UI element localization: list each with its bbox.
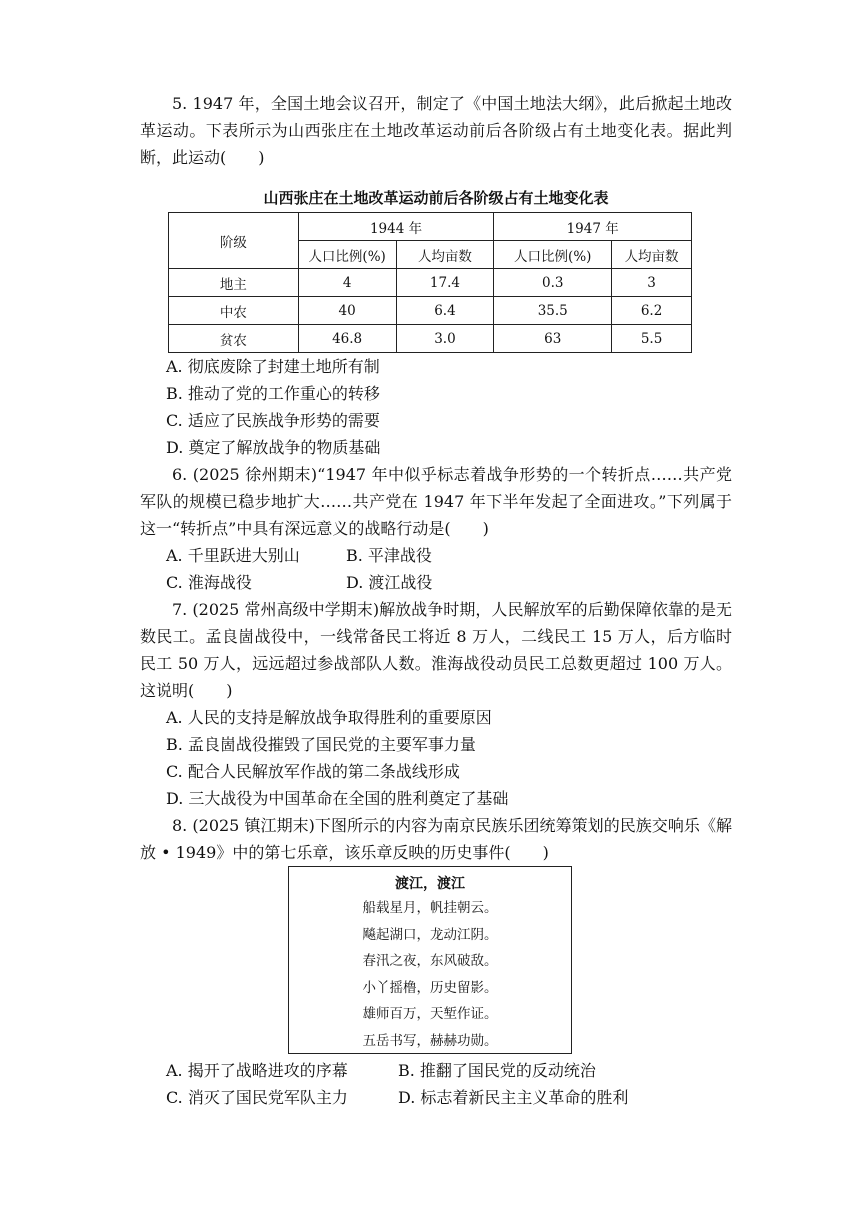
table-cell: 40: [298, 297, 396, 325]
table-row: [169, 297, 692, 325]
table-cell: 3.0: [396, 325, 494, 353]
poem-line: 五岳书写，赫赫功勋。: [362, 1032, 498, 1049]
question-7-stem: 7. (2025 常州高级中学期末)解放战争时期，人民解放军的后勤保障依靠的是无数民工。孟良崮战役中，一线常备民工将近 8 万人，二线民工 15 万人，后方临时民工 50 万人，远远超过参战部队人数。淮海战役动员民工总数更超过 100 万人。这说明( ): [140, 600, 732, 700]
header-class: 阶级: [169, 213, 299, 269]
poem-line: 雄师百万，天堑作证。: [362, 1006, 498, 1022]
q7-option-b[interactable]: B. 孟良崮战役摧毁了国民党的主要军事力量: [166, 735, 476, 754]
poem-line: 船载星月，帆挂朝云。: [362, 900, 498, 916]
table-cell: 46.8: [298, 325, 396, 353]
table-title: 山西张庄在土地改革运动前后各阶级占有土地变化表: [263, 189, 609, 207]
q5-option-a[interactable]: A. 彻底废除了封建土地所有制: [166, 357, 380, 376]
q6-option-b[interactable]: B. 平津战役: [346, 546, 432, 565]
q8-option-d[interactable]: D. 标志着新民主主义革命的胜利: [398, 1088, 629, 1107]
q5-option-b[interactable]: B. 推动了党的工作重心的转移: [166, 384, 380, 403]
q8-option-c[interactable]: C. 消灭了国民党军队主力: [166, 1088, 348, 1107]
q5-option-d[interactable]: D. 奠定了解放战争的物质基础: [166, 438, 381, 457]
q6-option-a[interactable]: A. 千里跃进大别山: [166, 546, 300, 565]
q7-option-a[interactable]: A. 人民的支持是解放战争取得胜利的重要原因: [166, 708, 492, 727]
header-year-1947: 1947 年: [494, 213, 692, 241]
q7-option-c[interactable]: C. 配合人民解放军作战的第二条战线形成: [166, 762, 460, 781]
poem-line: 春汛之夜，东风破敌。: [362, 953, 498, 969]
q7-option-d[interactable]: D. 三大战役为中国革命在全国的胜利奠定了基础: [166, 789, 509, 808]
q8-option-b[interactable]: B. 推翻了国民党的反动统治: [398, 1061, 596, 1080]
header-population-ratio: 人口比例(%): [298, 241, 396, 269]
header-per-capita-mu: 人均亩数: [612, 241, 692, 269]
table-cell: 4: [298, 269, 396, 297]
table-row: [169, 269, 692, 297]
header-per-capita-mu: 人均亩数: [396, 241, 494, 269]
table-cell: 6.4: [396, 297, 494, 325]
question-8-stem: 8. (2025 镇江期末)下图所示的内容为南京民族乐团统筹策划的民族交响乐《解放 • 1949》中的第七乐章，该乐章反映的历史事件( ): [140, 816, 732, 862]
table-row: [169, 325, 692, 353]
land-change-table: [168, 212, 692, 353]
poem-line: 飚起湖口，龙动江阴。: [362, 926, 498, 943]
header-population-ratio: 人口比例(%): [494, 241, 612, 269]
table-cell: 35.5: [494, 297, 612, 325]
q5-option-c[interactable]: C. 适应了民族战争形势的需要: [166, 411, 380, 430]
table-cell: 5.5: [612, 325, 692, 353]
question-5-stem: 5. 1947 年，全国土地会议召开，制定了《中国土地法大纲》，此后掀起土地改革运动。下表所示为山西张庄在土地改革运动前后各阶级占有土地变化表。据此判断，此运动( ): [140, 94, 732, 167]
q8-option-a[interactable]: A. 揭开了战略进攻的序幕: [166, 1061, 348, 1080]
table-cell: 地主: [169, 269, 299, 297]
table-cell: 0.3: [494, 269, 612, 297]
header-year-1944: 1944 年: [298, 213, 494, 241]
poem-box: [288, 866, 572, 1054]
q6-option-d[interactable]: D. 渡江战役: [346, 573, 433, 592]
poem-title: 渡江，渡江: [395, 876, 465, 892]
table-cell: 63: [494, 325, 612, 353]
q6-option-c[interactable]: C. 淮海战役: [166, 573, 252, 592]
table-cell: 中农: [169, 297, 299, 325]
table-cell: 17.4: [396, 269, 494, 297]
question-6-stem: 6. (2025 徐州期末)“1947 年中似乎标志着战争形势的一个转折点……共产党军队的规模已稳步地扩大……共产党在 1947 年下半年发起了全面进攻。”下列属于这一“转折点”中具有深远意义的战略行动是( ): [140, 465, 732, 538]
table-cell: 6.2: [612, 297, 692, 325]
table-cell: 贫农: [169, 325, 299, 353]
poem-line: 小丫摇橹，历史留影。: [362, 979, 498, 996]
table-cell: 3: [612, 269, 692, 297]
